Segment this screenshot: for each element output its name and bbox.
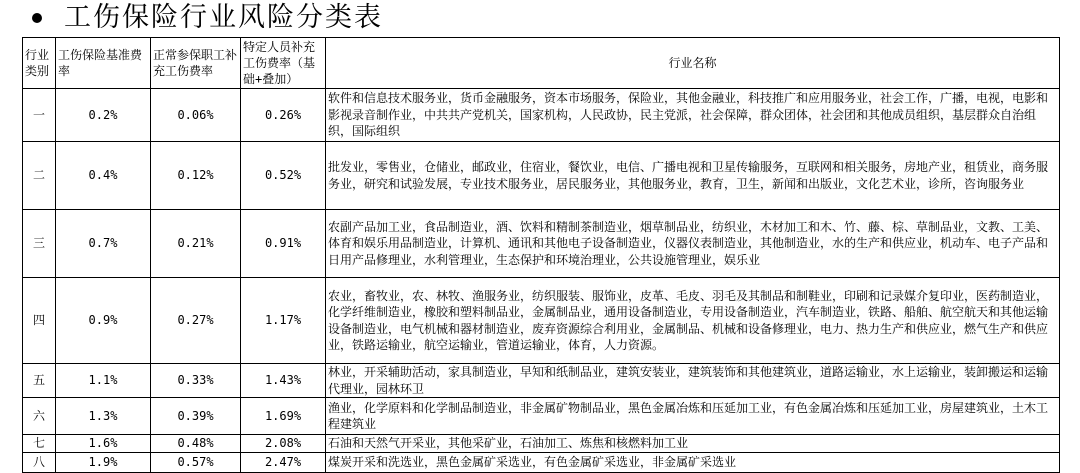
cell-class: 四 xyxy=(23,278,56,364)
cell-normal-rate: 0.39% xyxy=(151,398,241,435)
table-row xyxy=(23,364,1060,398)
cell-industries: 农业，畜牧业，农、林牧、渔服务业，纺织服装、服饰业，皮革、毛皮、羽毛及其制品和制鞋业，印刷和记录媒介复印业，医药制造业，化学纤维制造业，橡胶和塑料制品业，金属制品业，通用设备制造业，专用设备制造业，汽车制造业，铁路、船舶、航空航天和其他运输设备制造业，电气机械和器材制造业，废弃资源综合利用业，金属制品、机械和设备修理业，电力、热力生产和供应业，燃气生产和供应业，铁路运输业，航空运输业，管道运输业，体育，人力资源。 xyxy=(326,278,1060,364)
table-row xyxy=(23,453,1060,473)
cell-special-rate: 0.52% xyxy=(241,142,326,210)
cell-special-rate: 1.43% xyxy=(241,364,326,398)
cell-base-rate: 0.4% xyxy=(56,142,151,210)
cell-base-rate: 1.6% xyxy=(56,435,151,453)
cell-base-rate: 0.7% xyxy=(56,210,151,278)
cell-base-rate: 1.1% xyxy=(56,364,151,398)
cell-base-rate: 1.9% xyxy=(56,453,151,473)
cell-class: 八 xyxy=(23,453,56,473)
table-row xyxy=(23,89,1060,142)
cell-special-rate: 2.08% xyxy=(241,435,326,453)
cell-base-rate: 0.2% xyxy=(56,89,151,142)
header-industries: 行业名称 xyxy=(326,38,1060,89)
bullet-icon xyxy=(32,13,42,23)
cell-class: 三 xyxy=(23,210,56,278)
cell-special-rate: 0.91% xyxy=(241,210,326,278)
cell-class: 六 xyxy=(23,398,56,435)
page-title: 工伤保险行业风险分类表 xyxy=(64,2,383,33)
cell-class: 七 xyxy=(23,435,56,453)
cell-normal-rate: 0.33% xyxy=(151,364,241,398)
table-row xyxy=(23,210,1060,278)
header-normal-rate: 正常参保职工补充工伤费率 xyxy=(151,38,241,89)
risk-classification-table xyxy=(22,37,1060,473)
cell-special-rate: 1.17% xyxy=(241,278,326,364)
cell-industries: 煤炭开采和洗选业，黑色金属矿采选业，有色金属矿采选业，非金属矿采选业 xyxy=(326,453,1060,473)
header-base-rate: 工伤保险基准费率 xyxy=(56,38,151,89)
cell-special-rate: 0.26% xyxy=(241,89,326,142)
cell-industries: 软件和信息技术服务业，货币金融服务，资本市场服务，保险业，其他金融业，科技推广和应用服务业，社会工作，广播，电视，电影和影视录音制作业，中共共产党机关，国家机构，人民政协，民主党派，社会保障，群众团体，社会团和其他成员组织，基层群众自治组织，国际组织 xyxy=(326,89,1060,142)
cell-industries: 石油和天然气开采业，其他采矿业，石油加工、炼焦和核燃料加工业 xyxy=(326,435,1060,453)
cell-special-rate: 1.69% xyxy=(241,398,326,435)
table-row xyxy=(23,142,1060,210)
table-header-row xyxy=(23,38,1060,89)
cell-industries: 批发业，零售业，仓储业，邮政业，住宿业，餐饮业，电信、广播电视和卫星传输服务，互联网和相关服务，房地产业，租赁业，商务服务业，研究和试验发展，专业技术服务业，居民服务业，其他服务业，教育，卫生，新闻和出版业，文化艺术业，诊所，咨询服务业 xyxy=(326,142,1060,210)
cell-normal-rate: 0.57% xyxy=(151,453,241,473)
cell-industries: 农副产品加工业，食品制造业，酒、饮料和精制茶制造业，烟草制品业，纺织业，木材加工和木、竹、藤、棕、草制品业，文教、工美、体育和娱乐用品制造业，计算机、通讯和其他电子设备制造业，仪器仪表制造业，其他制造业，水的生产和供应业，机动车、电子产品和日用产品修理业，水利管理业，生态保护和环境治理业，公共设施管理业，娱乐业 xyxy=(326,210,1060,278)
cell-industries: 渔业，化学原料和化学制品制造业，非金属矿物制品业，黑色金属冶炼和压延加工业，有色金属冶炼和压延加工业，房屋建筑业，土木工程建筑业 xyxy=(326,398,1060,435)
cell-class: 一 xyxy=(23,89,56,142)
table-row xyxy=(23,435,1060,453)
cell-normal-rate: 0.06% xyxy=(151,89,241,142)
cell-class: 二 xyxy=(23,142,56,210)
cell-special-rate: 2.47% xyxy=(241,453,326,473)
cell-normal-rate: 0.21% xyxy=(151,210,241,278)
cell-base-rate: 0.9% xyxy=(56,278,151,364)
header-class: 行业类别 xyxy=(23,38,56,89)
title-row xyxy=(32,0,383,36)
cell-normal-rate: 0.27% xyxy=(151,278,241,364)
table-row xyxy=(23,398,1060,435)
cell-class: 五 xyxy=(23,364,56,398)
table-row xyxy=(23,278,1060,364)
cell-normal-rate: 0.48% xyxy=(151,435,241,453)
header-special-rate: 特定人员补充工伤费率（基础+叠加） xyxy=(241,38,326,89)
cell-industries: 林业，开采辅助活动，家具制造业，早知和纸制品业，建筑安装业，建筑装饰和其他建筑业，道路运输业，水上运输业，装卸搬运和运输代理业，园林环卫 xyxy=(326,364,1060,398)
cell-normal-rate: 0.12% xyxy=(151,142,241,210)
cell-base-rate: 1.3% xyxy=(56,398,151,435)
